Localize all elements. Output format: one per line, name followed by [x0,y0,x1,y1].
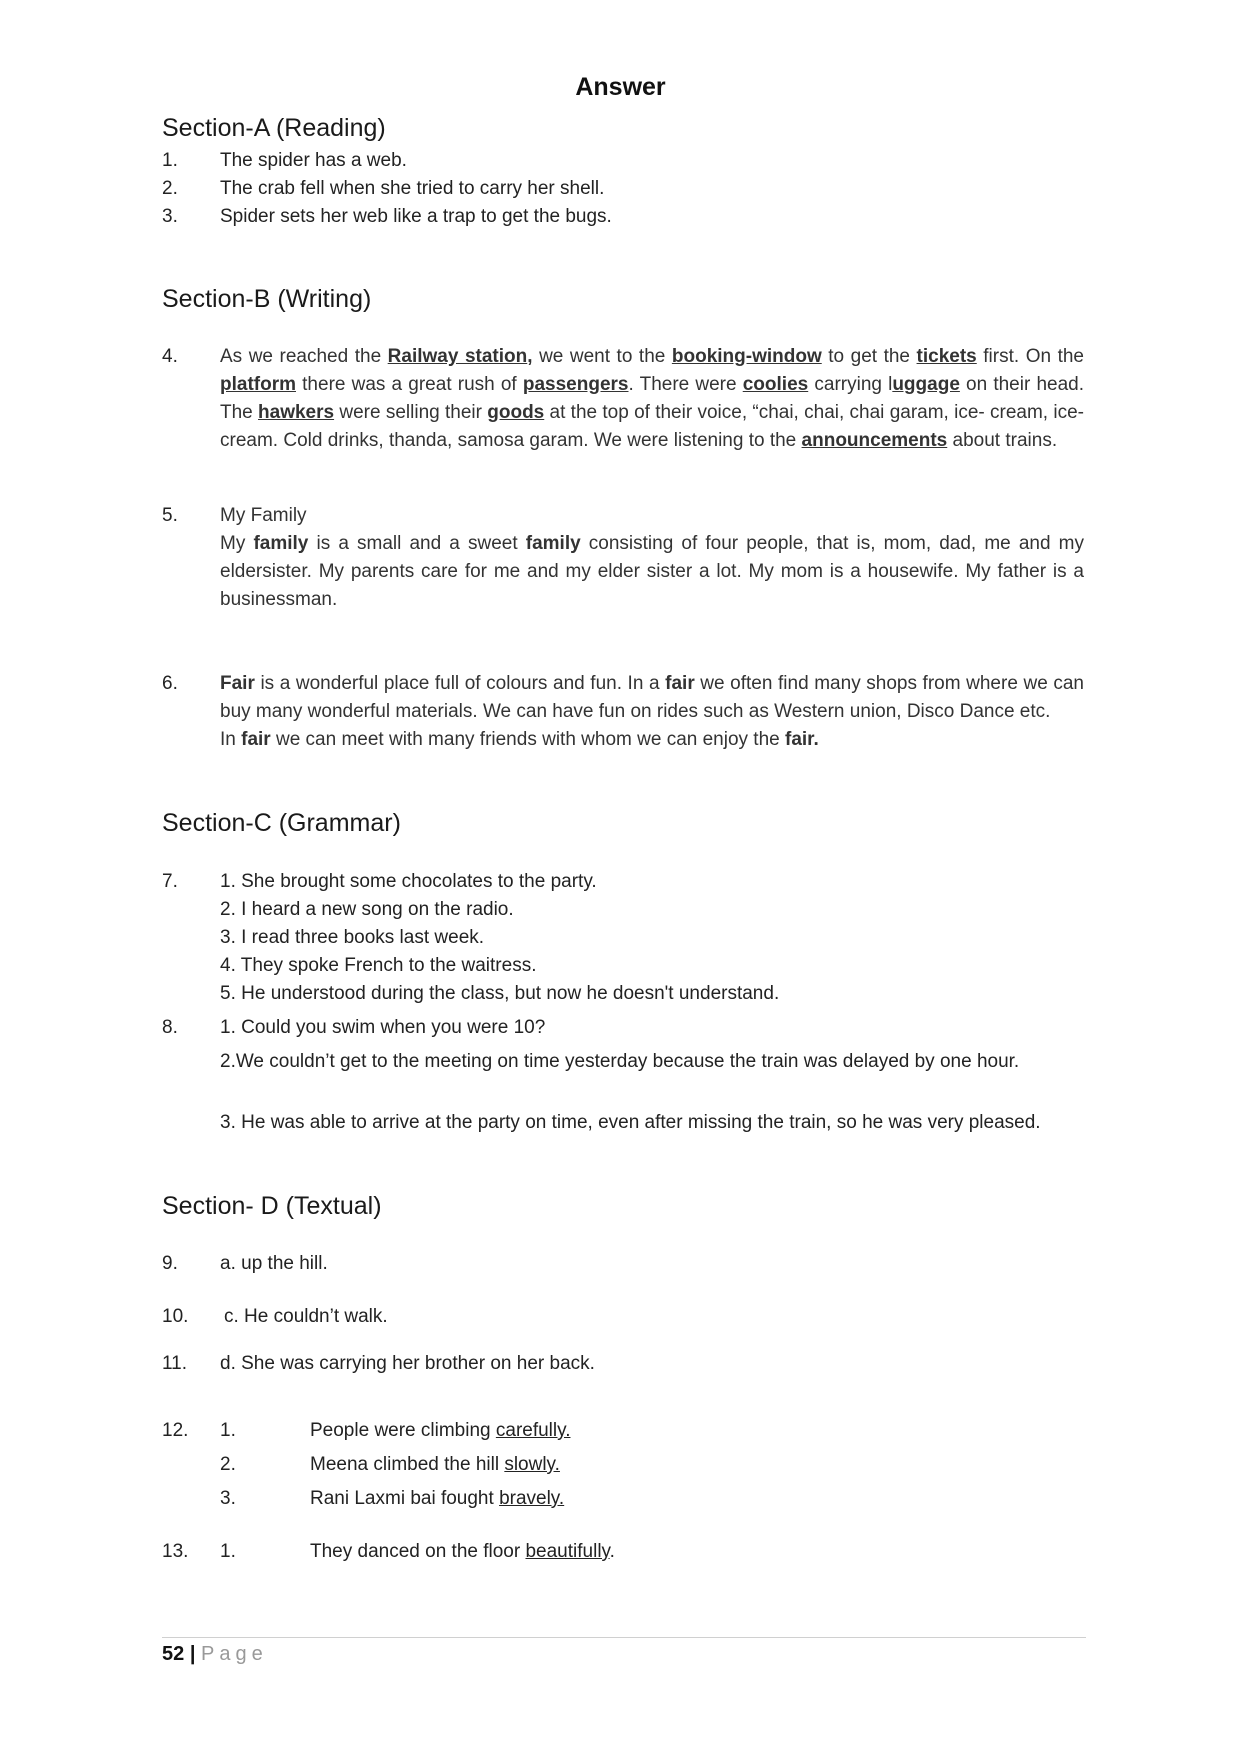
question-number: 11. [162,1353,188,1374]
grammar-answer: 3. I read three books last week. [220,927,485,948]
footer-divider [162,1637,1086,1638]
paragraph-my-family: My family is a small and a sweet family consisting of four people, that is, mom, dad, me and my eldersister. My parents care for me and my elder sister a lot. My mom is a housewife. My father is a businessman. [220,533,1084,610]
question-number: 5. [162,505,178,526]
grammar-answer: 5. He understood during the class, but now he doesn't understand. [220,983,780,1004]
answer-text: Spider sets her web like a trap to get the bugs. [220,206,612,227]
answer-text: Meena climbed the hill slowly. [310,1454,560,1475]
answer-text: a. up the hill. [220,1253,328,1274]
paragraph-fair: Fair is a wonderful place full of colours and fun. In a fair we often find many shops from where we can buy many wonderful materials. We can have fun on rides such as Western union, Disco Dance etc. In fair we can meet with many friends with whom we can enjoy the fair. [220,673,1084,750]
page-word: Page [200,1643,268,1665]
answer-text: c. He couldn’t walk. [224,1306,388,1327]
question-number: 3. [162,206,178,227]
paragraph-railway-station: As we reached the Railway station, we went to the booking-window to get the tickets first. On the platform there was a great rush of passengers. There were coolies carrying luggage on their head. The hawkers were selling their goods at the top of their voice, “chai, chai, chai garam, ice- cream, ice-cream. Cold drinks, thanda, samosa garam. We were listening to the announcements about trains. [220,346,1084,451]
question-number: 2. [162,178,178,199]
question-number: 12. [162,1420,189,1441]
answer-text: People were climbing carefully. [310,1420,571,1441]
footer-separator: | [189,1643,196,1665]
answer-text: The crab fell when she tried to carry her shell. [220,178,605,199]
question-number: 8. [162,1017,178,1038]
grammar-answer: 4. They spoke French to the waitress. [220,955,537,976]
section-b-heading: Section-B (Writing) [162,285,372,313]
question-number: 4. [162,346,178,367]
page-number: 52 [162,1643,185,1665]
answer-text: They danced on the floor beautifully. [310,1541,615,1562]
question-number: 7. [162,871,178,892]
question-number: 1. [162,150,178,171]
grammar-answer: 3. He was able to arrive at the party on time, even after missing the train, so he was very pleased. [220,1112,1041,1133]
grammar-answer: 1. Could you swim when you were 10? [220,1017,546,1038]
grammar-answer: 1. She brought some chocolates to the party. [220,871,597,892]
sub-number: 1. [220,1420,236,1441]
question-number: 6. [162,673,178,694]
section-a-heading: Section-A (Reading) [162,114,386,142]
answer-text: d. She was carrying her brother on her back. [220,1353,595,1374]
question-number: 10. [162,1306,189,1327]
sub-number: 1. [220,1541,236,1562]
answer-text: Rani Laxmi bai fought bravely. [310,1488,565,1509]
question-number: 13. [162,1541,189,1562]
grammar-answer: 2. I heard a new song on the radio. [220,899,514,920]
sub-number: 2. [220,1454,236,1475]
section-c-heading: Section-C (Grammar) [162,809,401,837]
page-title: Answer [575,73,666,101]
paragraph-heading: My Family [220,505,307,526]
page-footer [162,1643,268,1666]
sub-number: 3. [220,1488,236,1509]
answer-text: The spider has a web. [220,150,407,171]
section-d-heading: Section- D (Textual) [162,1192,382,1220]
question-number: 9. [162,1253,178,1274]
grammar-answer: 2.We couldn’t get to the meeting on time yesterday because the train was delayed by one hour. [220,1051,1020,1072]
